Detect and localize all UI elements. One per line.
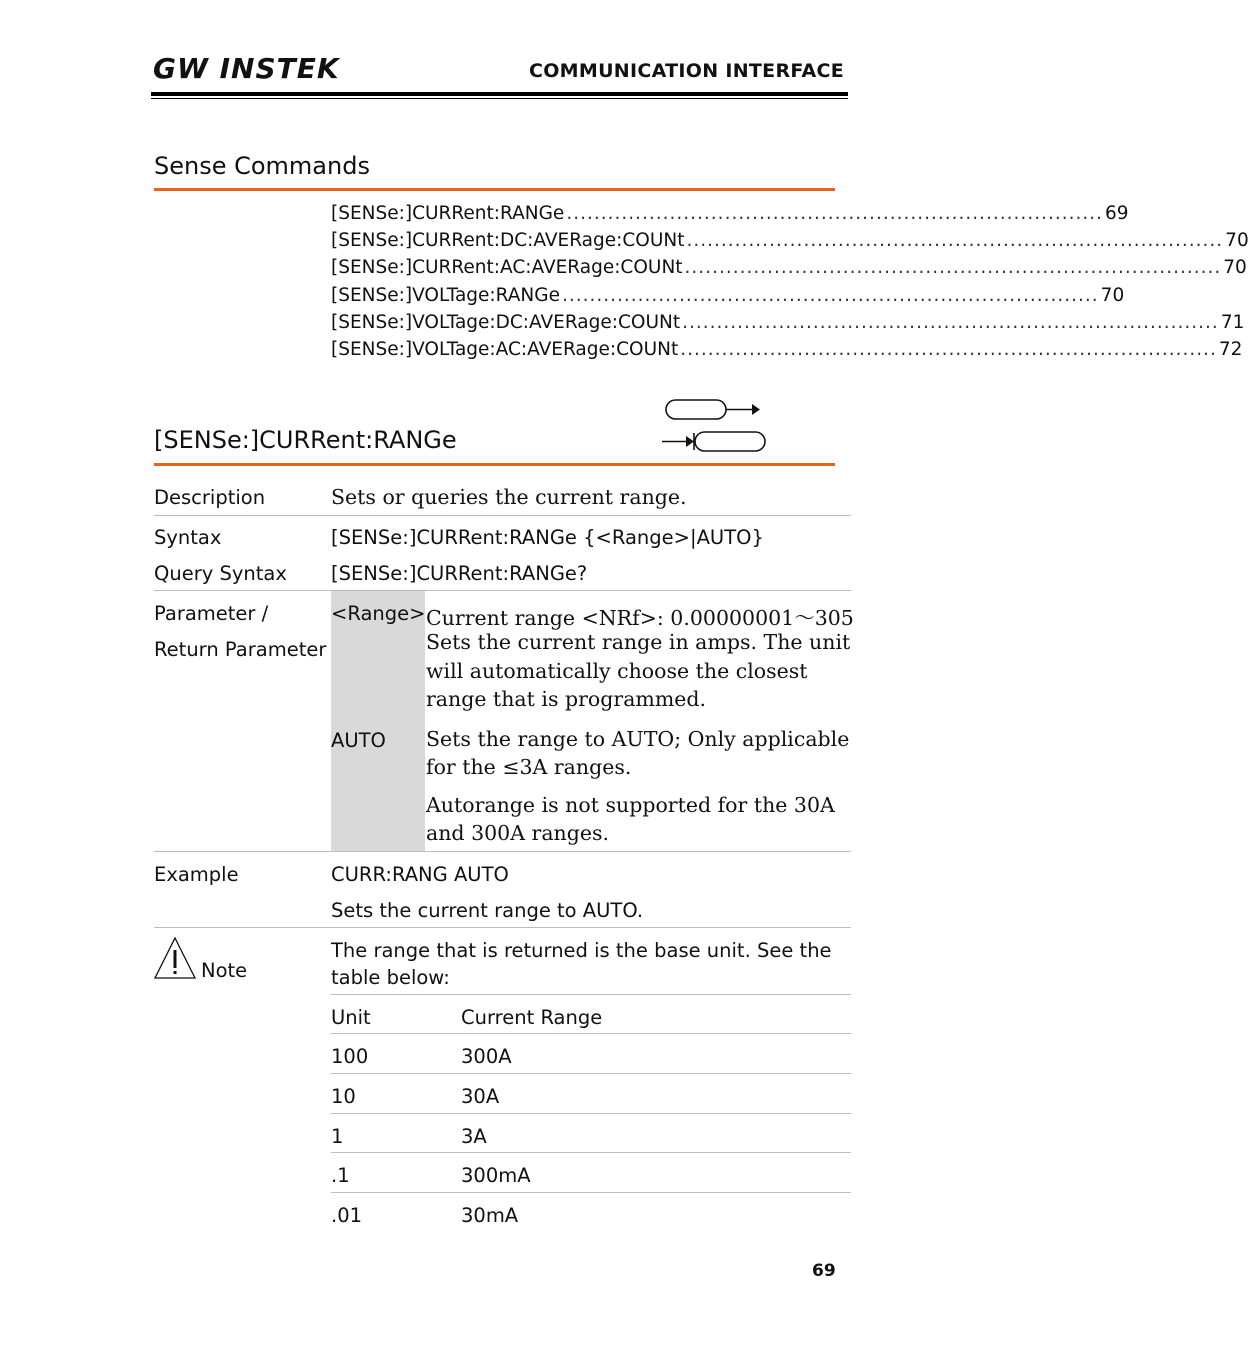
toc-leader: .............................................................................. [682, 311, 1219, 333]
toc-item[interactable] [331, 227, 1249, 254]
section-title: Sense Commands [154, 152, 370, 180]
param-auto-name: AUTO [331, 729, 386, 752]
example-label: Example [154, 863, 239, 886]
divider [154, 515, 851, 516]
toc-leader: .............................................................................. [684, 257, 1222, 279]
query-syntax-label: Query Syntax [154, 562, 287, 585]
param-range-name: <Range> [331, 602, 426, 625]
table-cell-range: 30A [461, 1085, 500, 1108]
divider [154, 927, 851, 928]
toc-item[interactable] [331, 336, 1243, 363]
toc-item-text: [SENSe:]CURRent:DC:AVERage:COUNt [331, 230, 685, 252]
toc-item-page: 70 [1223, 257, 1247, 279]
param-range-desc-4: range that is programmed. [426, 687, 707, 711]
toc-item-page: 69 [1105, 203, 1129, 225]
toc-item-page: 70 [1100, 284, 1125, 306]
param-auto-desc-2: for the ≤3A ranges. [426, 755, 632, 779]
toc-leader: .............................................................................. [561, 284, 1099, 306]
toc-item-page: 71 [1220, 311, 1245, 333]
table-divider [331, 1152, 851, 1153]
divider [331, 994, 851, 995]
query-syntax-text: [SENSe:]CURRent:RANGe? [331, 562, 588, 585]
brand-logo: GW INSTEK [153, 52, 340, 85]
toc-item[interactable] [331, 254, 1247, 281]
toc-item-page: 70 [1225, 230, 1249, 252]
toc-leader: .............................................................................. [686, 230, 1224, 252]
description-text: Sets or queries the current range. [331, 485, 687, 509]
page-number: 69 [812, 1261, 836, 1281]
table-divider [331, 1073, 851, 1074]
table-divider [331, 1033, 851, 1034]
syntax-text: [SENSe:]CURRent:RANGe {<Range>|AUTO} [331, 526, 764, 549]
command-title: [SENSe:]CURRent:RANGe [154, 426, 457, 454]
table-cell-unit: .1 [331, 1164, 350, 1187]
toc-item-text: [SENSe:]CURRent:AC:AVERage:COUNt [331, 257, 683, 279]
chapter-title: COMMUNICATION INTERFACE [528, 60, 844, 82]
return-parameter-label: Return Parameter [154, 638, 327, 661]
example-command: CURR:RANG AUTO [331, 863, 509, 886]
param-auto-desc-4: and 300A ranges. [426, 821, 610, 845]
header-rule-thin [151, 98, 848, 99]
example-description: Sets the current range to AUTO. [331, 899, 644, 922]
command-type-icons [664, 398, 764, 454]
parameter-label: Parameter / [154, 602, 269, 625]
note-text-1: The range that is returned is the base unit. See the [331, 939, 832, 962]
toc-list [331, 200, 1249, 363]
toc-item[interactable] [331, 200, 1129, 227]
toc-item-text: [SENSe:]VOLTage:RANGe [331, 284, 560, 306]
table-cell-range: 300mA [461, 1164, 531, 1187]
table-cell-unit: 10 [331, 1085, 356, 1108]
query-icon [664, 430, 768, 488]
syntax-label: Syntax [154, 526, 222, 549]
warning-icon [153, 936, 197, 980]
toc-leader: .............................................................................. [680, 339, 1217, 361]
table-cell-range: 3A [461, 1125, 487, 1148]
toc-item-text: [SENSe:]CURRent:RANGe [331, 203, 565, 225]
param-auto-desc-1: Sets the range to AUTO; Only applicable [426, 727, 850, 751]
toc-item-text: [SENSe:]VOLTage:AC:AVERage:COUNt [331, 339, 679, 361]
toc-item-text: [SENSe:]VOLTage:DC:AVERage:COUNt [331, 311, 681, 333]
table-cell-range: 30mA [461, 1204, 519, 1227]
divider [154, 590, 851, 591]
param-range-desc-1: Current range <NRf>: 0.00000001～305 [426, 606, 854, 630]
table-cell-range: 300A [461, 1045, 512, 1068]
param-range-desc-2: Sets the current range in amps. The unit [426, 630, 851, 654]
toc-leader: .............................................................................. [566, 203, 1104, 225]
toc-item-page: 72 [1218, 339, 1243, 361]
divider [154, 851, 851, 852]
toc-item[interactable] [331, 282, 1125, 309]
description-label: Description [154, 486, 266, 509]
parameter-shade [331, 591, 425, 852]
table-cell-unit: .01 [331, 1204, 363, 1227]
table-divider [331, 1113, 851, 1114]
table-cell-unit: 100 [331, 1045, 369, 1068]
note-text-2: table below: [331, 966, 450, 989]
table-header-unit: Unit [331, 1006, 371, 1029]
table-header-range: Current Range [461, 1006, 603, 1029]
command-rule [154, 463, 835, 466]
param-range-desc-3: will automatically choose the closest [426, 659, 808, 683]
note-label: Note [201, 959, 248, 982]
table-cell-unit: 1 [331, 1125, 344, 1148]
header-rule [151, 92, 848, 96]
section-rule [154, 188, 835, 191]
table-divider [331, 1192, 851, 1193]
toc-item[interactable] [331, 309, 1245, 336]
param-auto-desc-3: Autorange is not supported for the 30A [426, 793, 835, 817]
